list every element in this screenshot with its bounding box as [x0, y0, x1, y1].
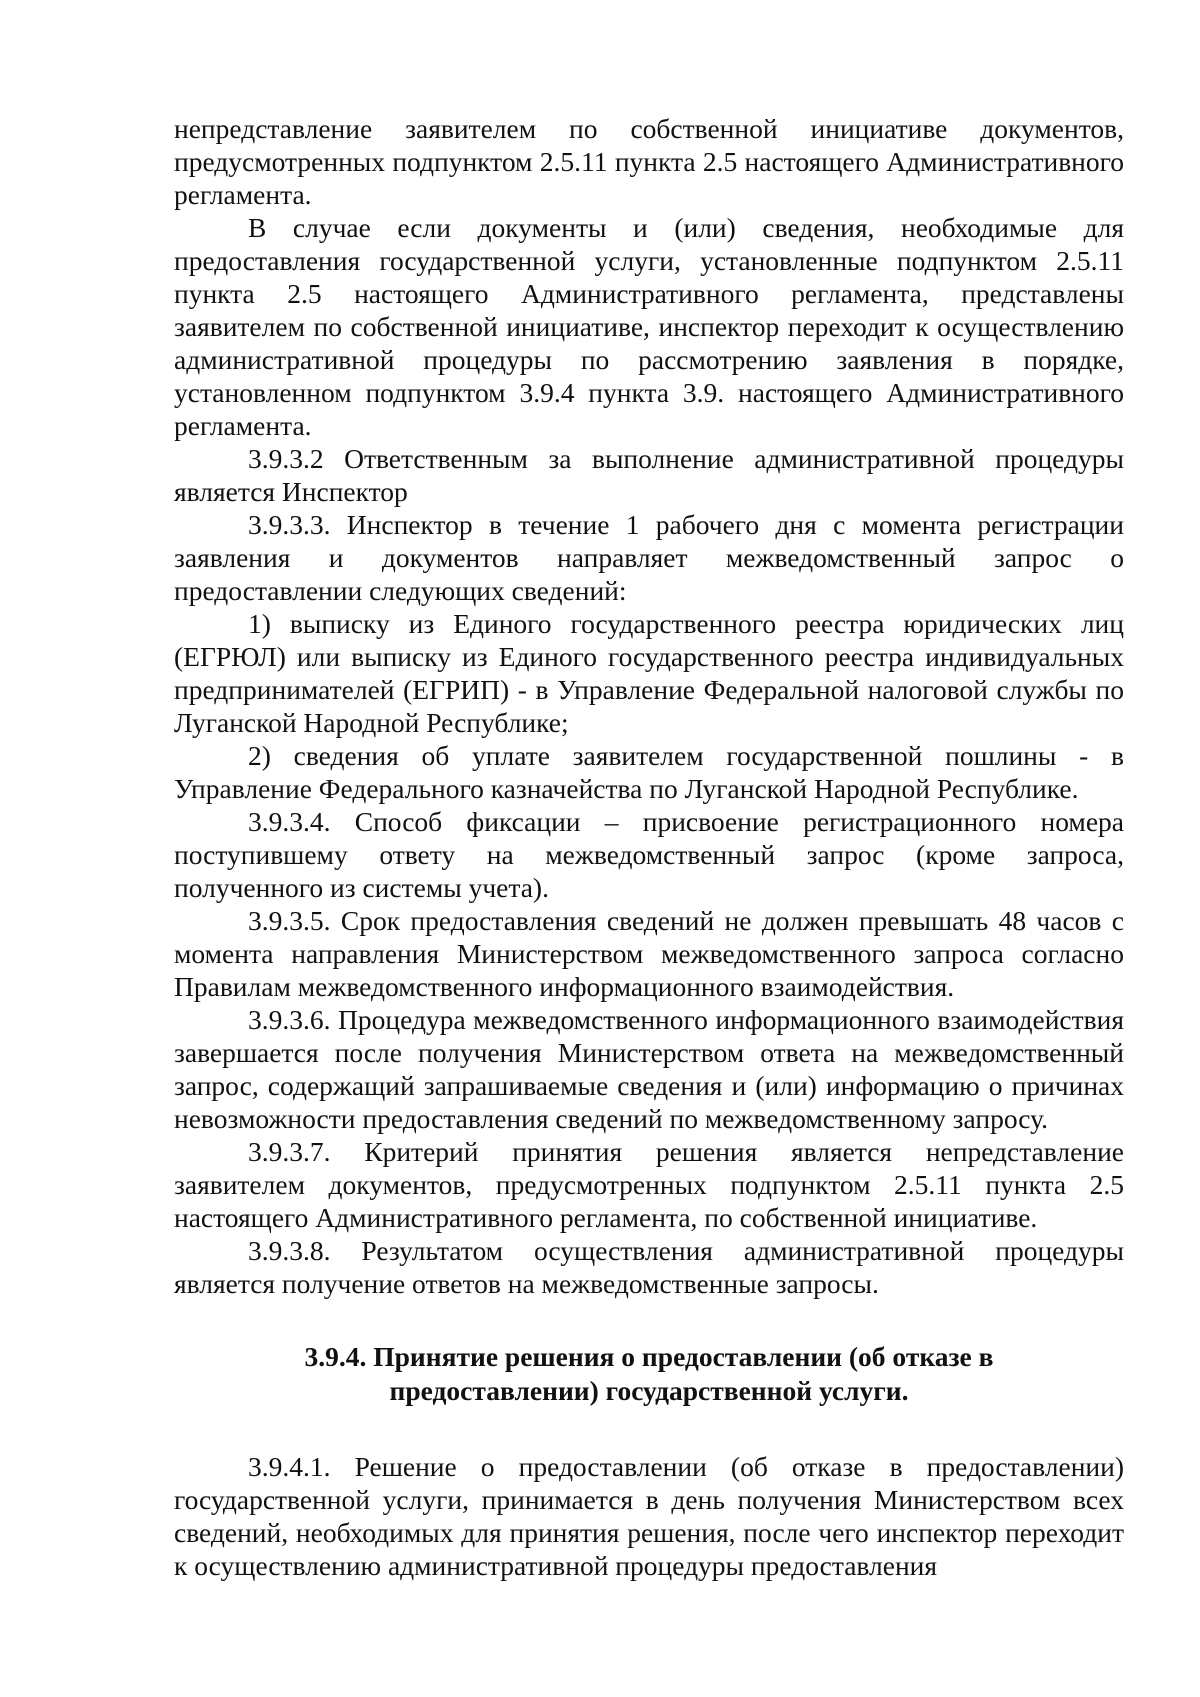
- paragraph-3-9-3-5: 3.9.3.5. Срок предоставления сведений не должен превышать 48 часов с момента направления Министерством межведомственного запроса согласно Правилам межведомственного информационного взаимодействия.: [174, 905, 1124, 1002]
- paragraph-3-9-3-8: 3.9.3.8. Результатом осуществления административной процедуры является получение ответов на межведомственные запросы.: [174, 1235, 1124, 1299]
- paragraph-3-9-3-7: 3.9.3.7. Критерий принятия решения является непредставление заявителем документов, предусмотренных подпунктом 2.5.11 пункта 2.5 настоящего Административного регламента, по собственной инициативе.: [174, 1136, 1124, 1233]
- paragraph-item-1: 1) выписку из Единого государственного реестра юридических лиц (ЕГРЮЛ) или выписку из Единого государственного реестра индивидуальных предпринимателей (ЕГРИП) - в Управление Федеральной налоговой службы по Луганской Народной Республике;: [174, 608, 1124, 738]
- paragraph-3-9-4-1: 3.9.4.1. Решение о предоставлении (об отказе в предоставлении) государственной услуги, принимается в день получения Министерством всех сведений, необходимых для принятия решения, после чего инспектор переходит к осуществлению административной процедуры предоставления: [174, 1451, 1124, 1581]
- paragraph-3-9-3-3: 3.9.3.3. Инспектор в течение 1 рабочего дня с момента регистрации заявления и документов направляет межведомственный запрос о предоставлении следующих сведений:: [174, 509, 1124, 606]
- paragraph-3-9-3-6: 3.9.3.6. Процедура межведомственного информационного взаимодействия завершается после получения Министерством ответа на межведомственный запрос, содержащий запрашиваемые сведения и (или) информацию о причинах невозможности предоставления сведений по межведомственному запросу.: [174, 1004, 1124, 1134]
- paragraph-item-2: 2) сведения об уплате заявителем государственной пошлины - в Управление Федерального казначейства по Луганской Народной Республике.: [174, 740, 1124, 804]
- section-heading-line-2: предоставлении) государственной услуги.: [389, 1375, 909, 1406]
- document-page: [174, 112, 1124, 1582]
- section-heading-line-1: 3.9.4. Принятие решения о предоставлении (об отказе в: [304, 1341, 994, 1372]
- paragraph-3-9-3-2: 3.9.3.2 Ответственным за выполнение административной процедуры является Инспектор: [174, 443, 1124, 507]
- paragraph-3-9-3-4: 3.9.3.4. Способ фиксации – присвоение регистрационного номера поступившему ответу на межведомственный запрос (кроме запроса, полученного из системы учета).: [174, 806, 1124, 903]
- spacer: [174, 1300, 1124, 1340]
- paragraph-applicant-initiative: В случае если документы и (или) сведения, необходимые для предоставления государственной услуги, установленные подпунктом 2.5.11 пункта 2.5 настоящего Административного регламента, представлены заявителем по собственной инициативе, инспектор переходит к осуществлению административной процедуры по рассмотрению заявления в порядке, установленном подпунктом 3.9.4 пункта 3.9. настоящего Административного регламента.: [174, 212, 1124, 441]
- paragraph-continuation: непредставление заявителем по собственной инициативе документов, предусмотренных подпунктом 2.5.11 пункта 2.5 настоящего Административного регламента.: [174, 113, 1124, 210]
- spacer: [174, 1408, 1124, 1450]
